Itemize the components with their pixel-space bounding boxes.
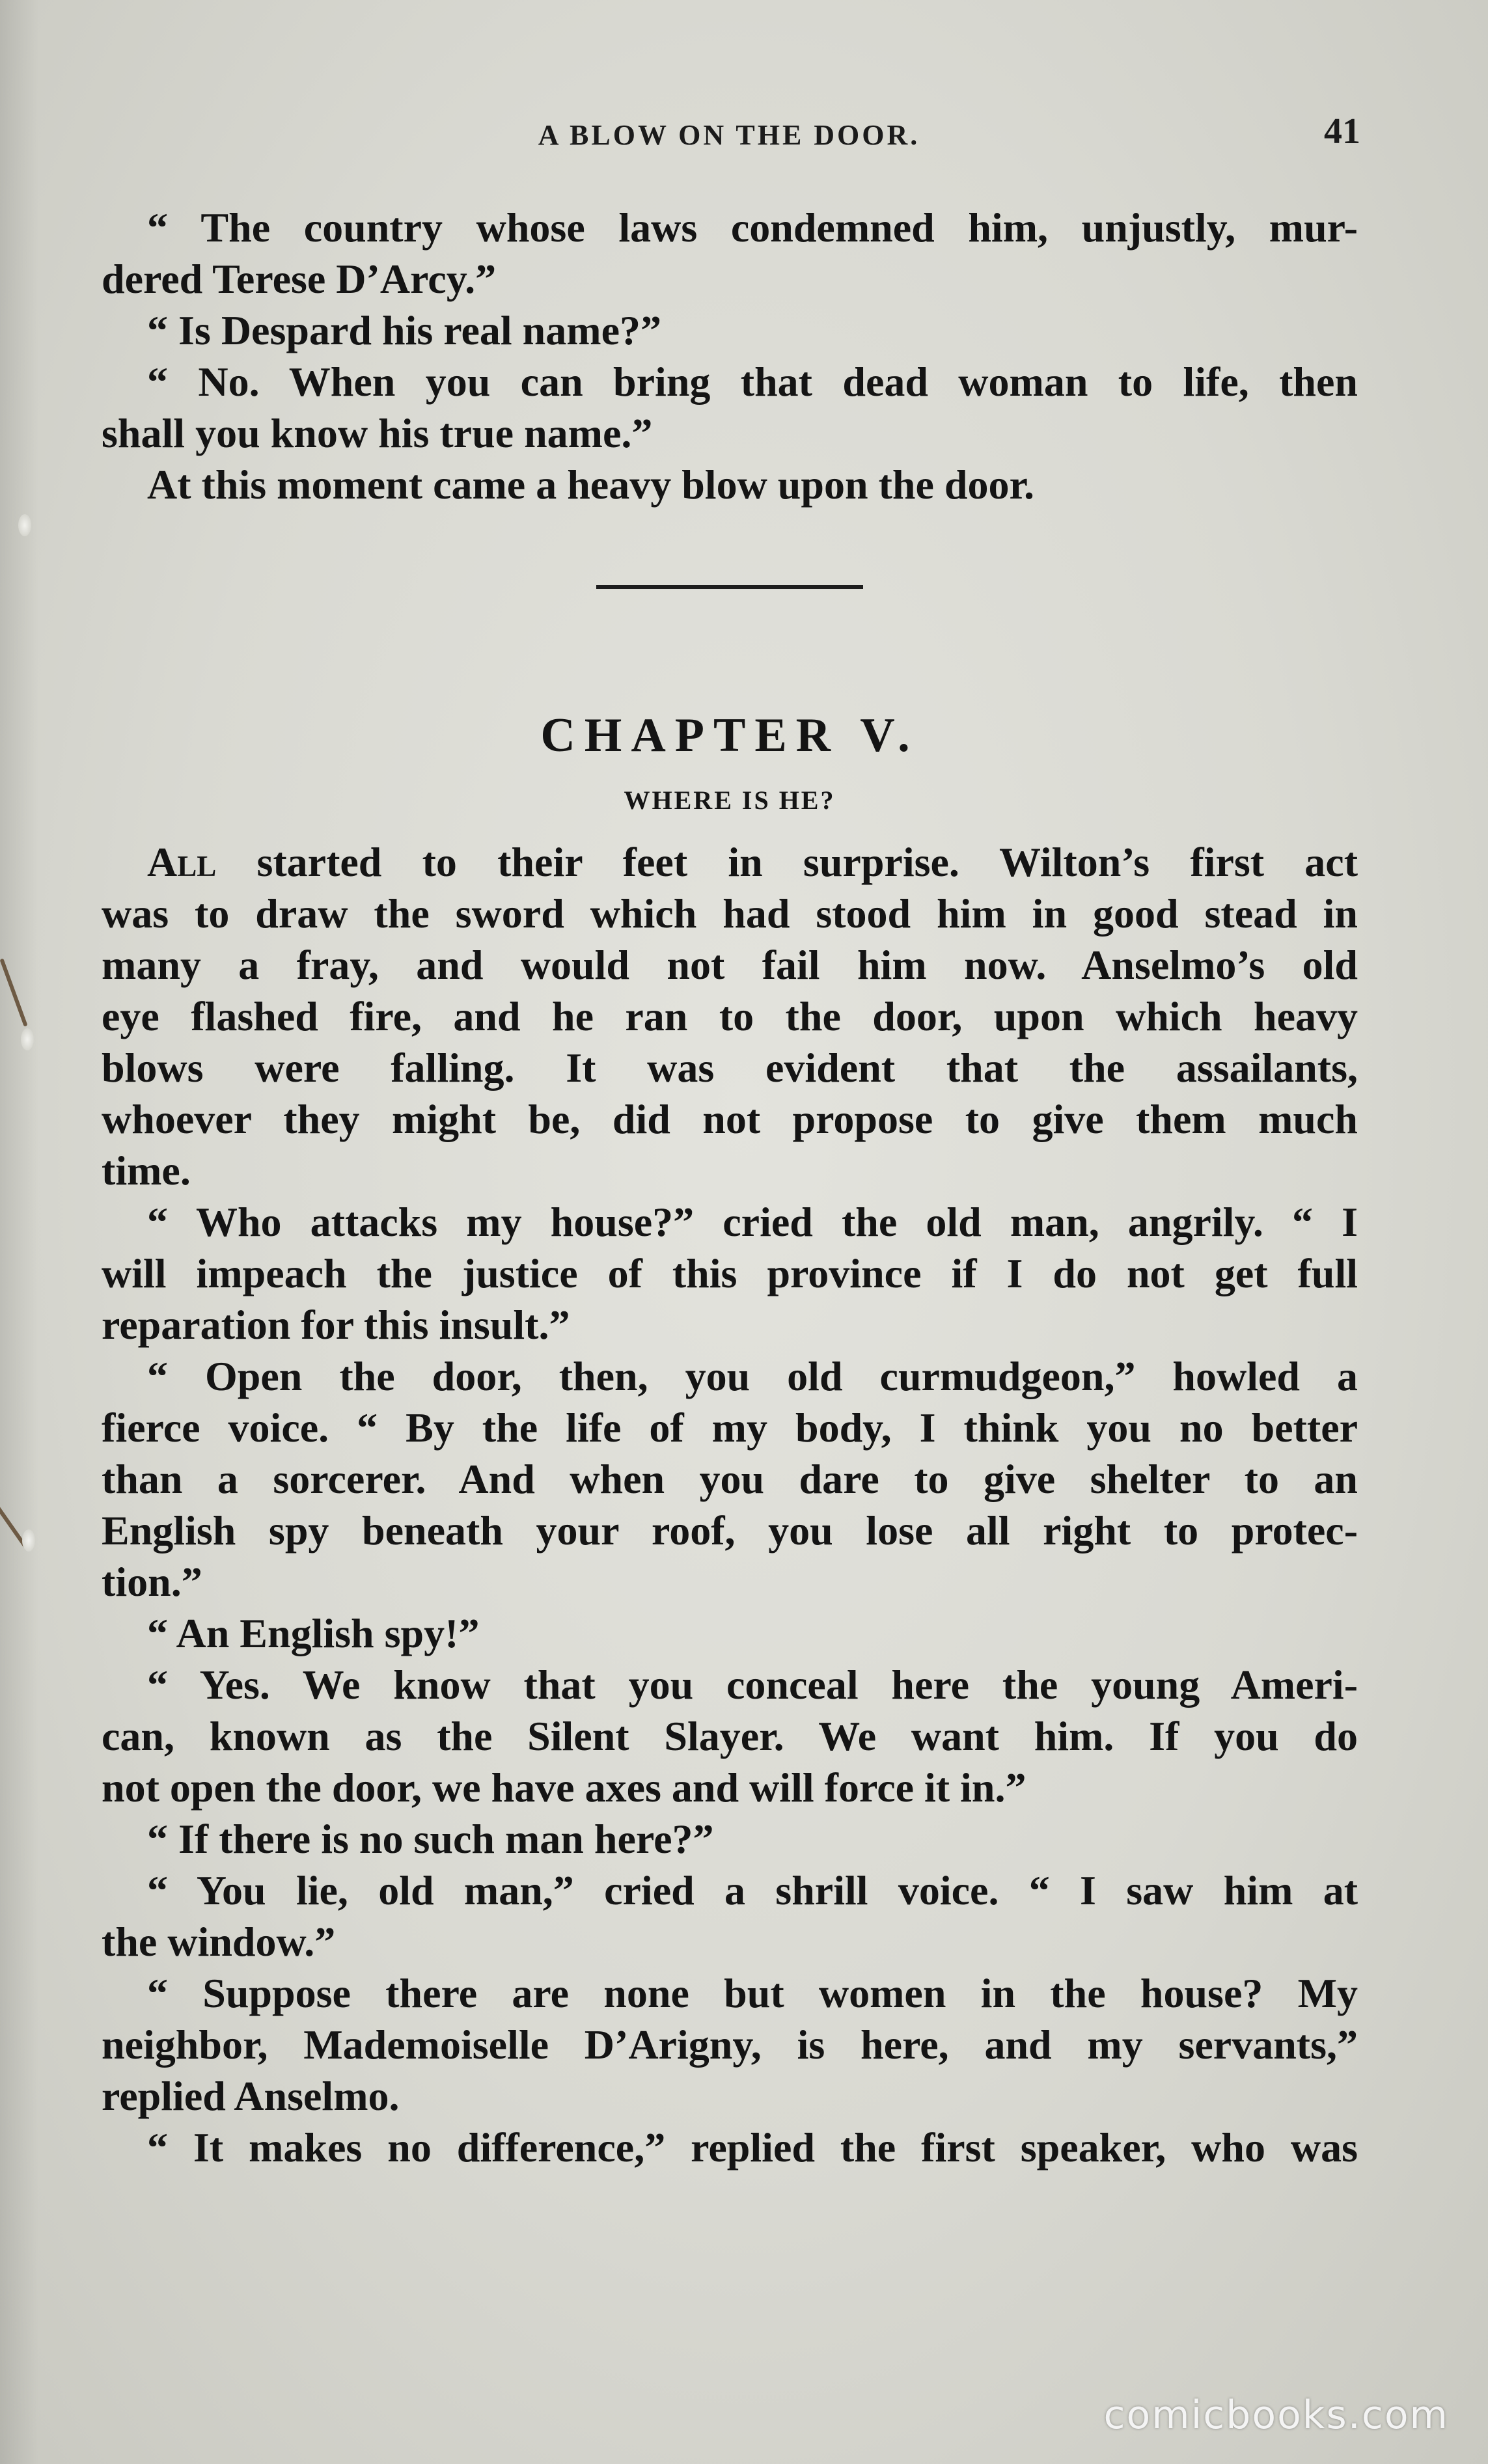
text-fragment: started to their feet in surprise. Wilton’s first act	[216, 839, 1358, 885]
text-line: “ An English spy!”	[147, 1610, 480, 1656]
text-line: “ You lie, old man,” cried a shrill voice. “ I saw him at	[147, 1867, 1358, 1913]
section-divider	[596, 585, 863, 589]
text-line: blows were falling. It was evident that the assailants,	[102, 1045, 1358, 1091]
text-line: time.	[102, 1147, 191, 1194]
page-edge-shadow	[0, 0, 39, 2464]
body-text	[102, 202, 1358, 2173]
text-line: dered Terese D’Arcy.”	[102, 256, 497, 302]
text-line: replied Anselmo.	[102, 2073, 400, 2119]
text-line: reparation for this insult.”	[102, 1302, 570, 1348]
text-line: the window.”	[102, 1919, 336, 1965]
text-line: whoever they might be, did not propose to give them much	[102, 1096, 1358, 1142]
text-line: “ Yes. We know that you conceal here the young Ameri-	[147, 1662, 1358, 1708]
text-line: not open the door, we have axes and will force it in.”	[102, 1764, 1026, 1811]
text-line: can, known as the Silent Slayer. We want him. If you do	[102, 1713, 1358, 1759]
chapter-subtitle: WHERE IS HE?	[624, 786, 836, 815]
text-line: “ Who attacks my house?” cried the old man, angrily. “ I	[147, 1199, 1358, 1245]
binding-hole	[22, 1529, 35, 1552]
text-line: fierce voice. “ By the life of my body, I think you no better	[102, 1404, 1358, 1451]
text-line: neighbor, Mademoiselle D’Arigny, is here, and my servants,”	[102, 2021, 1358, 2068]
text-line: English spy beneath your roof, you lose all right to protec-	[102, 1507, 1358, 1554]
text-line: “ Open the door, then, you old curmudgeon,” howled a	[147, 1353, 1358, 1399]
binding-hole	[18, 514, 31, 536]
binding-hole	[21, 1028, 34, 1050]
text-line: eye flashed fire, and he ran to the door, upon which heavy	[102, 993, 1358, 1039]
running-title: A BLOW ON THE DOOR.	[538, 119, 920, 151]
site-watermark: comicbooks.com	[1103, 2392, 1449, 2438]
text-line: than a sorcerer. And when you dare to give shelter to an	[102, 1456, 1358, 1502]
text-line: At this moment came a heavy blow upon the door.	[147, 461, 1034, 508]
drop-word: All	[147, 839, 217, 885]
page-number: 41	[1324, 111, 1360, 152]
page-header	[98, 111, 1360, 169]
text-line	[102, 836, 1358, 888]
text-line: “ The country whose laws condemned him, unjustly, mur-	[147, 204, 1358, 251]
chapter-title: CHAPTER V.	[540, 709, 919, 762]
text-line: “ It makes no difference,” replied the first speaker, who was	[147, 2124, 1358, 2170]
text-line: was to draw the sword which had stood him in good stead in	[102, 890, 1358, 937]
text-line: shall you know his true name.”	[102, 410, 653, 456]
text-line: “ Suppose there are none but women in the house? My	[147, 1970, 1358, 2016]
text-line: “ Is Despard his real name?”	[147, 307, 661, 353]
text-line: will impeach the justice of this province if I do not get full	[102, 1250, 1358, 1296]
text-line: “ No. When you can bring that dead woman to life, then	[147, 359, 1358, 405]
text-line: many a fray, and would not fail him now. Anselmo’s old	[102, 942, 1358, 988]
text-line: “ If there is no such man here?”	[147, 1816, 714, 1862]
text-line: tion.”	[102, 1559, 202, 1605]
